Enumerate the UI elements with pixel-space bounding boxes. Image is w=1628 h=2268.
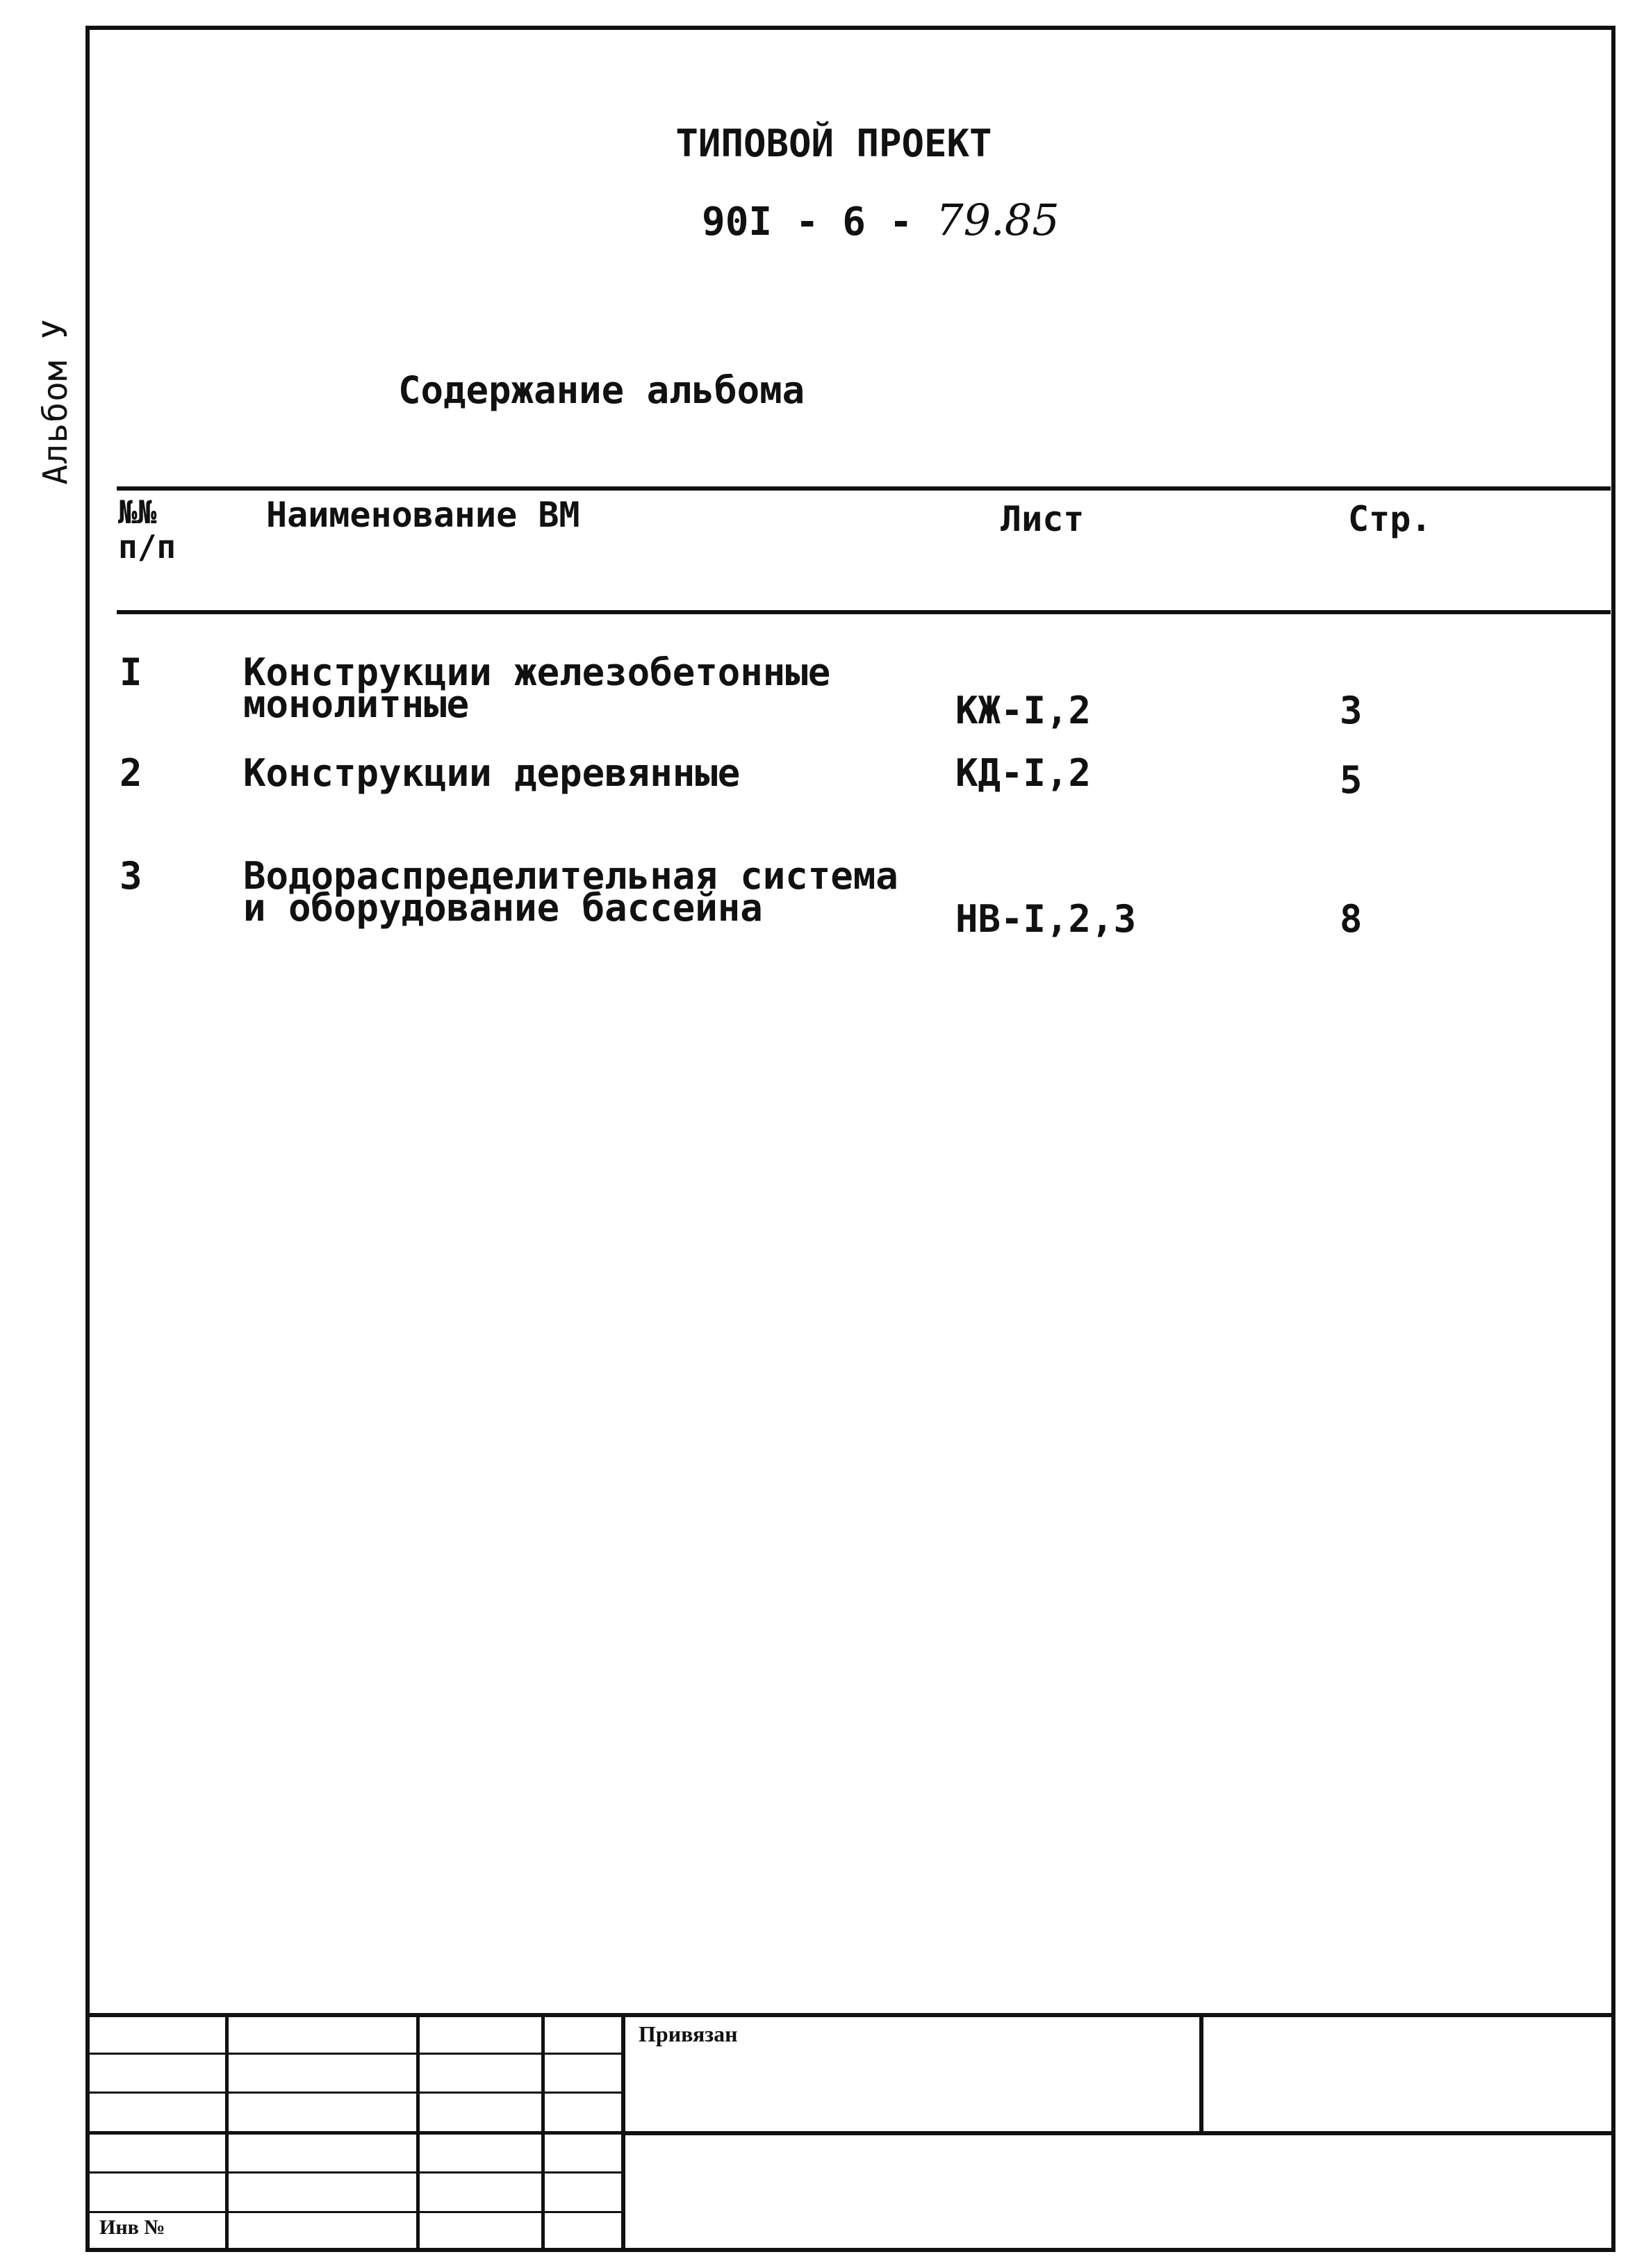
row-name: Конструкции деревянные (243, 751, 741, 795)
album-label-text: Альбом У (36, 318, 75, 485)
row-number: 2 (120, 751, 142, 795)
bound-label: Привязан (639, 2021, 738, 2046)
inventory-number-label: Инв № (99, 2216, 165, 2239)
stamp-rule (623, 2131, 1611, 2135)
table-top-rule (117, 486, 1611, 491)
project-code (702, 195, 1060, 245)
row-page: 8 (1340, 897, 1363, 941)
row-name: Конструкции железобетонные монолитные (243, 650, 831, 726)
row-name: Водораспределительная система и оборудование бассейна (243, 854, 898, 930)
stamp-rule (90, 2131, 623, 2135)
row-page: 5 (1340, 758, 1363, 802)
stamp-rule (90, 2053, 623, 2055)
table-header-rule (117, 610, 1611, 614)
row-number: I (120, 650, 142, 694)
column-header-number (118, 495, 176, 564)
project-title: ТИПОВОЙ ПРОЕКТ (675, 122, 992, 165)
stamp-rule (90, 2211, 623, 2213)
column-header-name: Наименование ВМ (266, 495, 580, 535)
column-header-page: Стр. (1348, 499, 1432, 539)
stamp-rule (90, 2171, 623, 2174)
stamp-rule (1199, 2013, 1203, 2133)
contents-title: Содержание альбома (398, 368, 805, 412)
row-number: 3 (120, 854, 142, 898)
column-header-sheet: Лист (1001, 499, 1085, 539)
row-sheet: КЖ-I,2 (955, 689, 1092, 732)
column-header-number-line1: №№ (118, 493, 157, 531)
stamp-rule (90, 2092, 623, 2094)
project-code-prefix: 90I - 6 - (702, 199, 913, 245)
page-frame (85, 26, 1615, 2252)
row-sheet: КД-I,2 (955, 751, 1092, 795)
stamp-rule (90, 2013, 1611, 2017)
album-side-label (14, 299, 97, 493)
project-code-handwritten: 79.85 (936, 195, 1060, 245)
column-header-number-line2: п/п (118, 528, 176, 566)
row-sheet: НВ-I,2,3 (955, 897, 1137, 941)
title-block-stamp (90, 2013, 1611, 2248)
row-page: 3 (1340, 689, 1363, 732)
